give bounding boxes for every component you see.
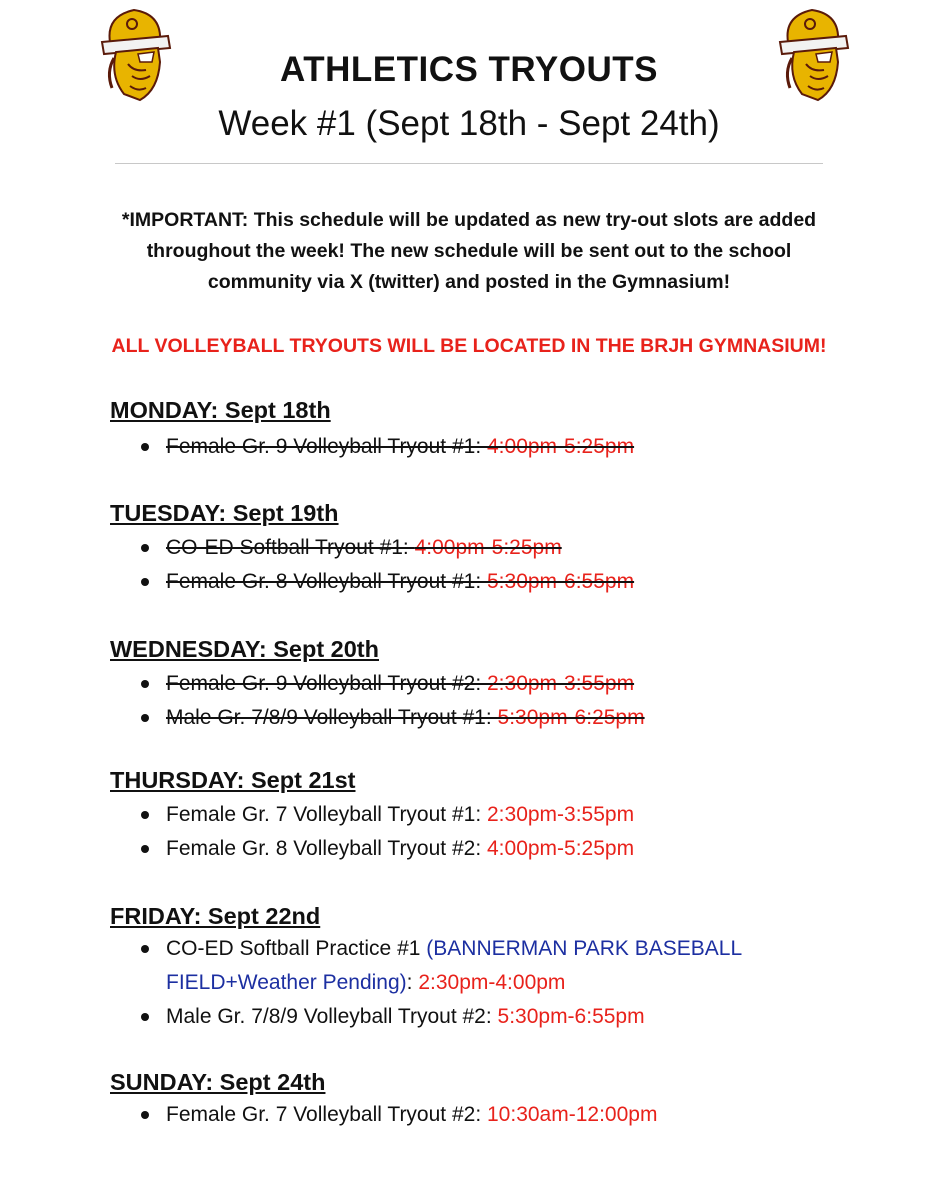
event-time: 4:00pm-5:25pm xyxy=(487,435,635,458)
event-time: 4:00pm-5:25pm xyxy=(414,536,562,559)
day-heading-friday: FRIDAY: Sept 22nd xyxy=(110,903,321,929)
event-separator: : xyxy=(406,971,419,994)
day-heading-tuesday: TUESDAY: Sept 19th xyxy=(110,500,339,526)
list-item xyxy=(138,1098,657,1132)
day-heading-thursday: THURSDAY: Sept 21st xyxy=(110,767,356,793)
event-time: 2:30pm-3:55pm xyxy=(487,672,635,695)
week-subtitle: Week #1 (Sept 18th - Sept 24th) xyxy=(218,104,720,143)
event-time: 2:30pm-3:55pm xyxy=(487,803,635,826)
list-item xyxy=(138,798,634,832)
important-notice: *IMPORTANT: This schedule will be updated as new try-out slots are added throughout the week! The new schedule will be sent out to the school community via X (twitter) and posted in the Gymnasium! xyxy=(121,209,817,293)
list-item xyxy=(138,430,634,464)
day-heading-sunday: SUNDAY: Sept 24th xyxy=(110,1069,326,1095)
event-name: Female Gr. 7 Volleyball Tryout #2: xyxy=(166,1103,487,1126)
monday-list xyxy=(138,430,634,464)
event-name: Male Gr. 7/8/9 Volleyball Tryout #2: xyxy=(166,1005,498,1028)
list-item xyxy=(138,1000,776,1034)
event-time: 5:30pm-6:25pm xyxy=(497,706,645,729)
page-title: ATHLETICS TRYOUTS xyxy=(280,50,658,89)
thursday-list xyxy=(138,798,634,866)
day-heading-wednesday: WEDNESDAY: Sept 20th xyxy=(110,636,379,662)
event-time: 5:30pm-6:55pm xyxy=(497,1005,645,1028)
day-heading-monday: MONDAY: Sept 18th xyxy=(110,397,331,423)
list-item xyxy=(138,667,645,701)
event-name: Male Gr. 7/8/9 Volleyball Tryout #1: xyxy=(166,706,498,729)
event-time: 5:30pm-6:55pm xyxy=(487,570,635,593)
list-item xyxy=(138,832,634,866)
list-item xyxy=(138,701,645,735)
list-item xyxy=(138,932,776,1000)
tuesday-list xyxy=(138,531,634,599)
event-name: Female Gr. 7 Volleyball Tryout #1: xyxy=(166,803,487,826)
list-item xyxy=(138,565,634,599)
event-name: Female Gr. 8 Volleyball Tryout #1: xyxy=(166,570,487,593)
wednesday-list xyxy=(138,667,645,735)
sunday-list xyxy=(138,1098,657,1132)
event-location: (BANNERMAN PARK BASEBALL FIELD+Weather Pending) xyxy=(166,937,742,994)
event-name: Female Gr. 9 Volleyball Tryout #2: xyxy=(166,672,487,695)
volleyball-location-alert: ALL VOLLEYBALL TRYOUTS WILL BE LOCATED IN THE BRJH GYMNASIUM! xyxy=(111,335,827,357)
event-time: 10:30am-12:00pm xyxy=(487,1103,658,1126)
event-name: CO-ED Softball Practice #1 xyxy=(166,937,427,960)
divider xyxy=(115,163,823,164)
event-name: CO-ED Softball Tryout #1: xyxy=(166,536,415,559)
friday-list xyxy=(138,932,776,1034)
event-name: Female Gr. 8 Volleyball Tryout #2: xyxy=(166,837,487,860)
event-name: Female Gr. 9 Volleyball Tryout #1: xyxy=(166,435,487,458)
event-time: 2:30pm-4:00pm xyxy=(418,971,566,994)
list-item xyxy=(138,531,634,565)
event-time: 4:00pm-5:25pm xyxy=(487,837,635,860)
